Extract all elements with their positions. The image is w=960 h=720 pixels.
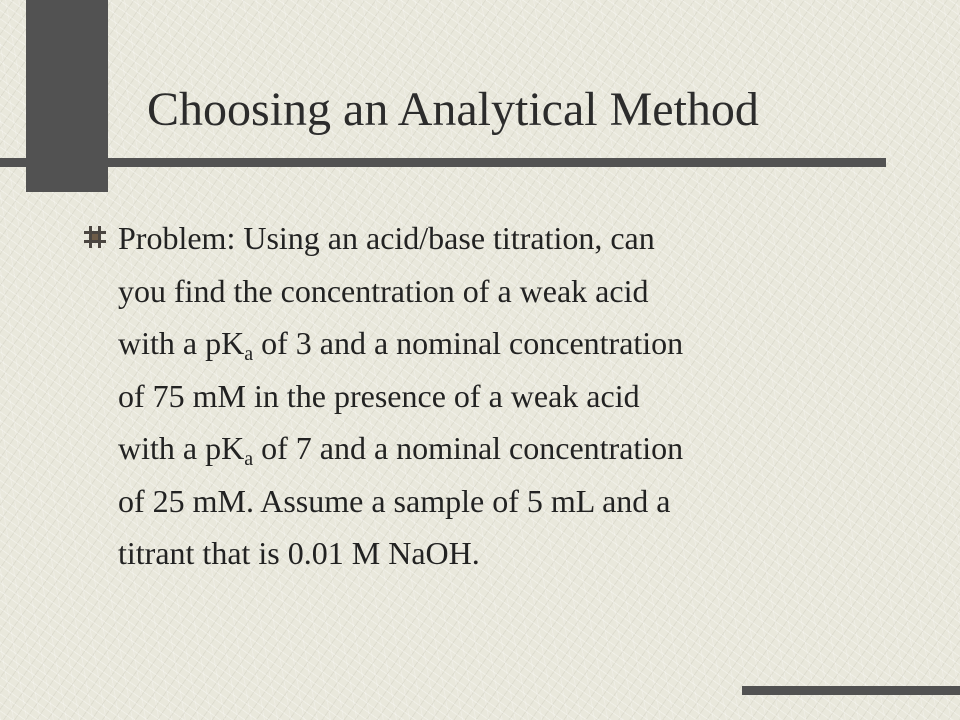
problem-line-3: with a $pK_a$ of 3 and a nominal concentration xyxy=(118,325,684,365)
hash-bullet-icon xyxy=(84,226,106,248)
decorative-bottom-rule xyxy=(742,686,960,695)
problem-line-4: of 75 mM in the presence of a weak acid xyxy=(118,377,640,414)
problem-line-5: with a $pK_a$ of 7 and a nominal concentration xyxy=(118,430,684,470)
slide-title: Choosing an Analytical Method xyxy=(147,83,759,136)
problem-line-2: you find the concentration of a weak acid xyxy=(118,272,649,309)
decorative-top-rule xyxy=(0,158,886,167)
problem-text xyxy=(118,212,898,580)
problem-line-6: of 25 mM. Assume a sample of 5 mL and a xyxy=(118,482,671,519)
problem-line-1: Problem: Using an acid/base titration, can xyxy=(118,220,655,256)
pka-subscript: a xyxy=(244,343,254,365)
pka-subscript: a xyxy=(244,448,254,470)
problem-line-7: titrant that is 0.01 M NaOH. xyxy=(118,535,480,571)
